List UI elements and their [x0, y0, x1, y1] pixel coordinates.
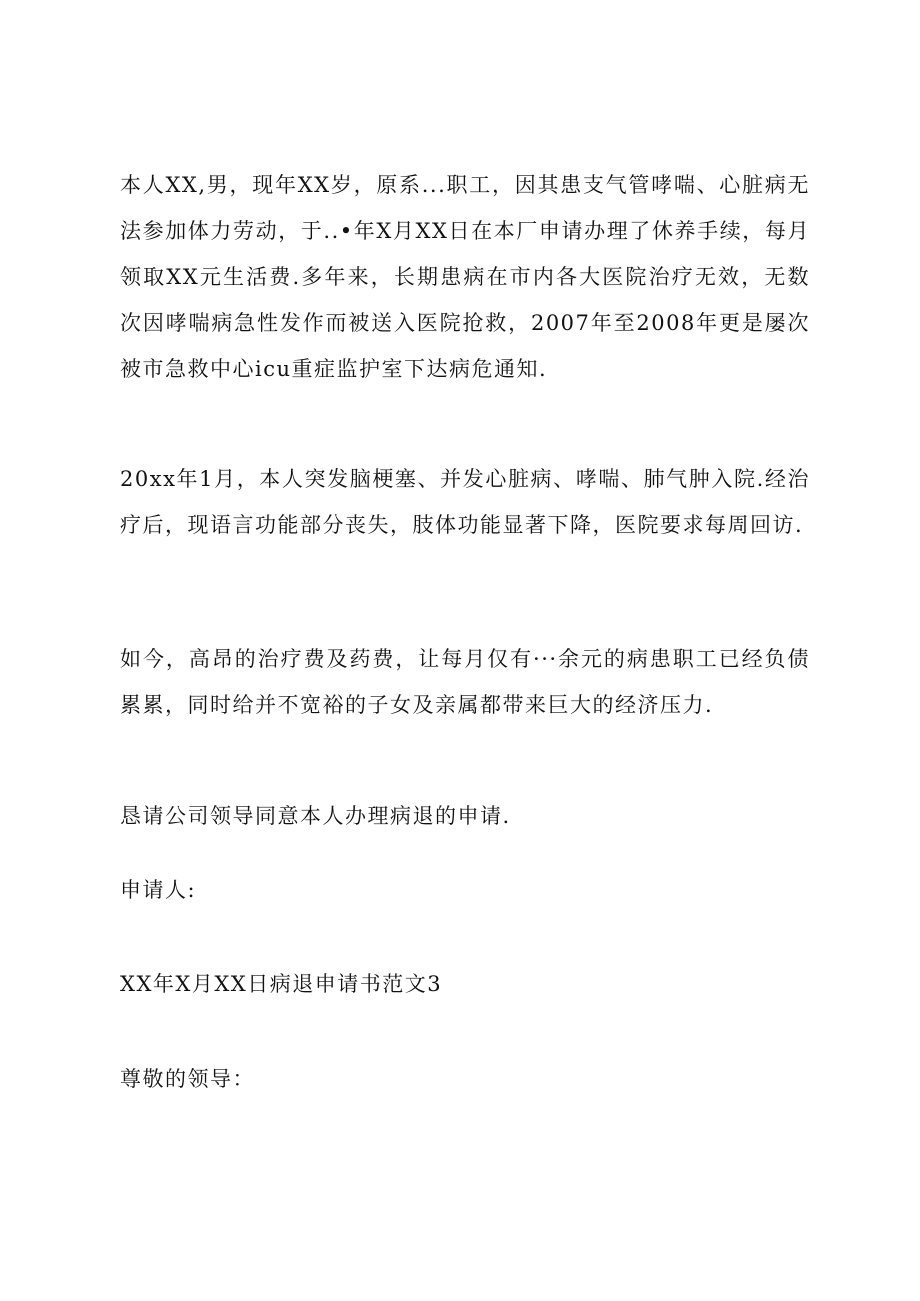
date-and-sample-title: XX年X月XX日病退申请书范文3 [120, 972, 443, 996]
paragraph-request: 恳请公司领导同意本人办理病退的申请. [120, 804, 511, 828]
applicant-label: 申请人: [120, 878, 197, 902]
paragraph-illness-history: 本人XX,男，现年XX岁，原系...职工，因其患支气管哮喘、心脏病无法参加体力劳动，于..•年X月XX日在本厂申请办理了休养手续，每月领取XX元生活费.多年来，长期患病在市内各大医院治疗无效，无数次因哮喘病急性发作而被送入医院抢救，2007年至2008年更是屡次被市急救中心icu重症监护室下达病危通知. [120, 173, 810, 381]
salutation: 尊敬的领导： [120, 1067, 255, 1091]
paragraph-financial-burden: 如今，高昂的治疗费及药费，让每月仅有···余元的病患职工已经负债累累，同时给并不宽裕的子女及亲属都带来巨大的经济压力. [120, 647, 810, 717]
paragraph-stroke-hospitalization: 20xx年1月，本人突发脑梗塞、并发心脏病、哮喘、肺气肿入院.经治疗后，现语言功能部分丧失，肢体功能显著下降，医院要求每周回访. [120, 467, 810, 537]
